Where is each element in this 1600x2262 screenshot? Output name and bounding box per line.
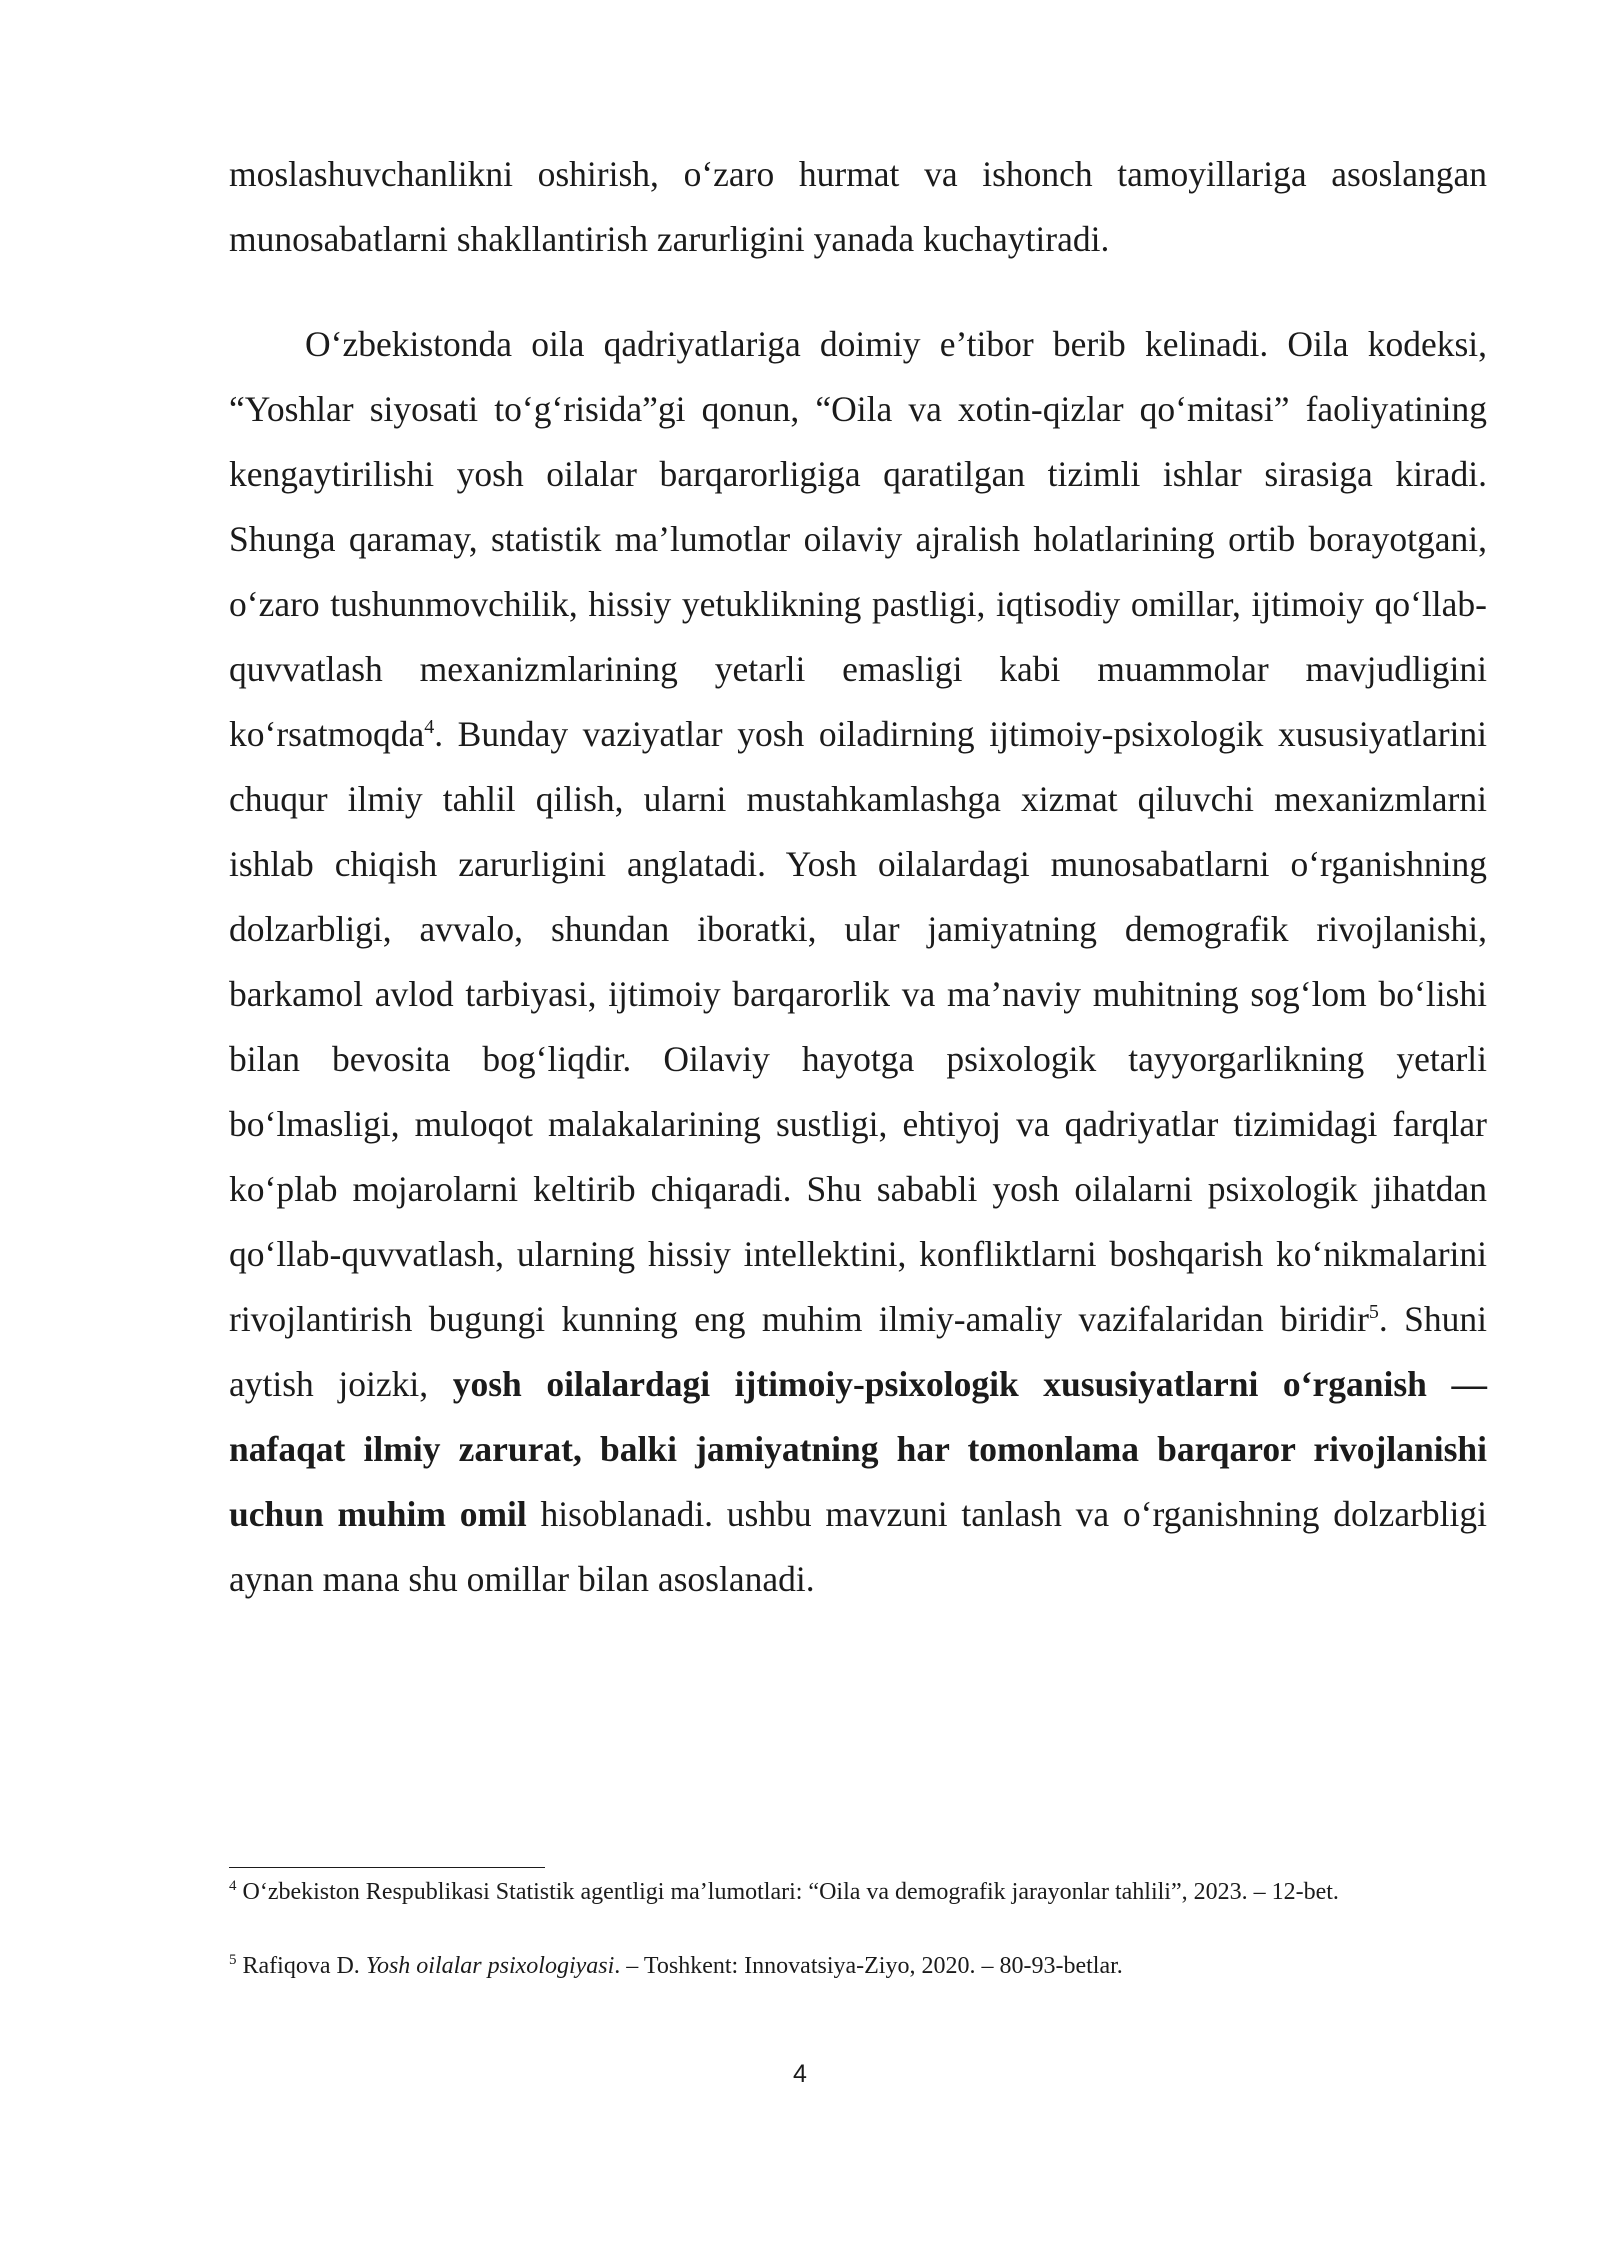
paragraph-continuation [229, 142, 1487, 272]
footnote-5 [229, 1950, 1487, 1982]
footnote-number: 5 [229, 1952, 237, 1968]
paragraph-text-part2: . Bunday vaziyatlar yosh oiladirning ijtimoiy-psixologik xususiyatlarini chuqur ilmiy tahlil qilish, ularni mustahkamlashga xizmat qiluvchi mexanizmlarni ishlab chiqish zarurligini anglatadi. Yosh oilalardagi munosabatlarni o‘rganishning dolzarbligi, avvalo, shundan iboratki, ular jamiyatning demografik rivojlanishi, barkamol avlod tarbiyasi, ijtimoiy barqarorlik va ma’naviy muhitning sog‘lom bo‘lishi bilan bevosita bog‘liqdir. Oilaviy hayotga psixologik tayyorgarlikning yetarli bo‘lmasligi, muloqot malakalarining sustligi, ehtiyoj va qadriyatlar tizimidagi farqlar ko‘plab mojarolarni keltirib chiqaradi. Shu sababli yosh oilalarni psixologik jihatdan qo‘llab-quvvatlash, ularning hissiy intellektini, konfliktlarni boshqarish ko‘nikmalarini rivojlantirish bugungi kunning eng muhim ilmiy-amaliy vazifalaridan biridir [229, 714, 1487, 1339]
footnote-reference-4[interactable]: 4 [424, 716, 435, 739]
paragraph-text-part4: hisoblanadi. ushbu mavzuni tanlash va o‘rganishning dolzarbligi aynan mana shu omillar bilan asoslanadi. [229, 1494, 1487, 1599]
footnote-reference-5[interactable]: 5 [1368, 1301, 1379, 1324]
footnote-4 [229, 1876, 1487, 1908]
footnote-publication-info: . – Toshkent: Innovatsiya-Ziyo, 2020. – 80-93-betlar. [614, 1953, 1123, 1979]
emphasized-statement: yosh oilalardagi ijtimoiy-psixologik xususiyatlarni o‘rganish — nafaqat ilmiy zarurat, balki jamiyatning har tomonlama barqaror rivojlanishi uchun muhim omil [229, 1364, 1487, 1534]
footnote-author: Rafiqova D. [236, 1953, 366, 1979]
footnote-number: 4 [229, 1878, 237, 1894]
page-number: 4 [793, 2060, 807, 2088]
paragraph-text: moslashuvchanlikni oshirish, o‘zaro hurmat va ishonch tamoyillariga asoslangan munosabatlarni shakllantirish zarurligini yanada kuchaytiradi. [229, 154, 1487, 259]
paragraph-main [229, 312, 1487, 1612]
paragraph-text-part3: . Shuni aytish joizki, [229, 1299, 1488, 1404]
footnote-separator [229, 1867, 545, 1868]
footnote-text: O‘zbekiston Respublikasi Statistik agentligi ma’lumotlari: “Oila va demografik jarayonlar tahlili”, 2023. – 12-bet. [236, 1879, 1339, 1905]
paragraph-text-part1: O‘zbekistonda oila qadriyatlariga doimiy e’tibor berib kelinadi. Oila kodeksi, “Yoshlar siyosati to‘g‘risida”gi qonun, “Oila va xotin-qizlar qo‘mitasi” faoliyatining kengaytirilishi yosh oilalar barqarorligiga qaratilgan tizimli ishlar sirasiga kiradi. Shunga qaramay, statistik ma’lumotlar oilaviy ajralish holatlarining ortib borayotgani, o‘zaro tushunmovchilik, hissiy yetuklikning pastligi, iqtisodiy omillar, ijtimoiy qo‘llab-quvvatlash mexanizmlarining yetarli emasligi kabi muammolar mavjudligini ko‘rsatmoqda [229, 324, 1487, 754]
footnote-book-title: Yosh oilalar psixologiyasi [365, 1953, 615, 1979]
